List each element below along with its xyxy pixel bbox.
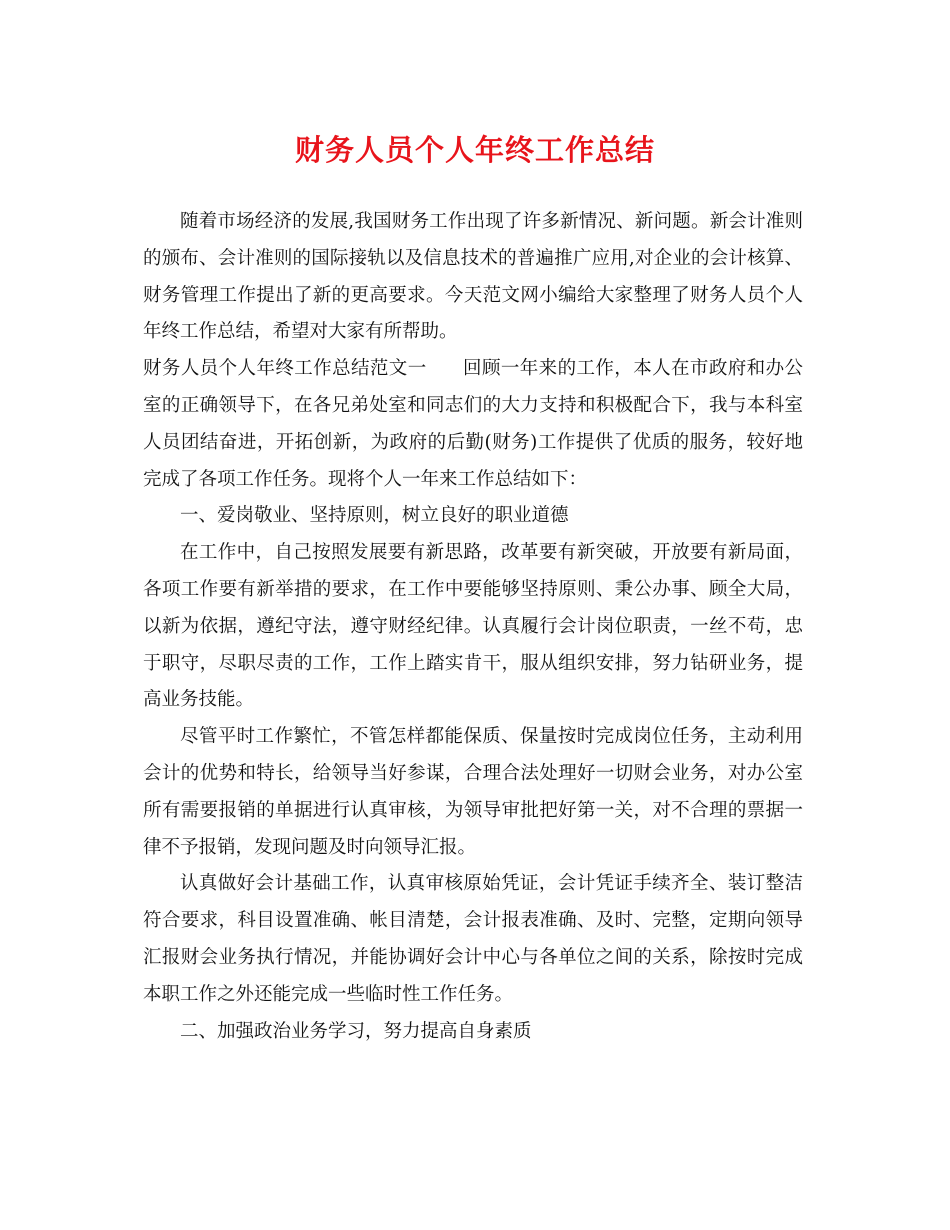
document-title: 财务人员个人年终工作总结 [294,133,655,167]
document-body [143,204,803,1050]
body-paragraph-1: 在工作中，自己按照发展要有新思路，改革要有新突破，开放要有新局面，各项工作要有新举措的要求，在工作中要能够坚持原则、秉公办事、顾全大局，以新为依据，遵纪守法，遵守财经纪律。认真履行会计岗位职责，一丝不苟，忠于职守，尽职尽责的工作，工作上踏实肯干，服从组织安排，努力钻研业务，提高业务技能。 [143,542,803,711]
sample-heading: 财务人员个人年终工作总结范文一 [143,358,427,380]
sample-paragraph [143,351,803,498]
body-paragraph-2: 尽管平时工作繁忙，不管怎样都能保质、保量按时完成岗位任务，主动利用会计的优势和特长，给领导当好参谋，合理合法处理好一切财会业务，对办公室所有需要报销的单据进行认真审核，为领导审批把好第一关，对不合理的票据一律不予报销，发现问题及时向领导汇报。 [143,726,803,858]
section-heading-2: 二、加强政治业务学习，努力提高自身素质 [180,1020,532,1042]
body-paragraph-3: 认真做好会计基础工作，认真审核原始凭证，会计凭证手续齐全、装订整洁符合要求，科目设置准确、帐目清楚，会计报表准确、及时、完整，定期向领导汇报财会业务执行情况，并能协调好会计中心与各单位之间的关系，除按时完成本职工作之外还能完成一些临时性工作任务。 [143,873,803,1005]
intro-paragraph: 随着市场经济的发展,我国财务工作出现了许多新情况、新问题。新会计准则的颁布、会计准则的国际接轨以及信息技术的普遍推广应用,对企业的会计核算、财务管理工作提出了新的更高要求。今天范文网小编给大家整理了财务人员个人年终工作总结，希望对大家有所帮助。 [143,211,803,343]
sample-opening-text: 回顾一年来的工作，本人在市政府和办公室的正确领导下，在各兄弟处室和同志们的大力支持和积极配合下，我与本科室人员团结奋进，开拓创新，为政府的后勤(财务)工作提供了优质的服务，较好地完成了各项工作任务。现将个人一年来工作总结如下： [143,358,803,490]
section-heading-1: 一、爱岗敬业、坚持原则，树立良好的职业道德 [180,505,569,527]
